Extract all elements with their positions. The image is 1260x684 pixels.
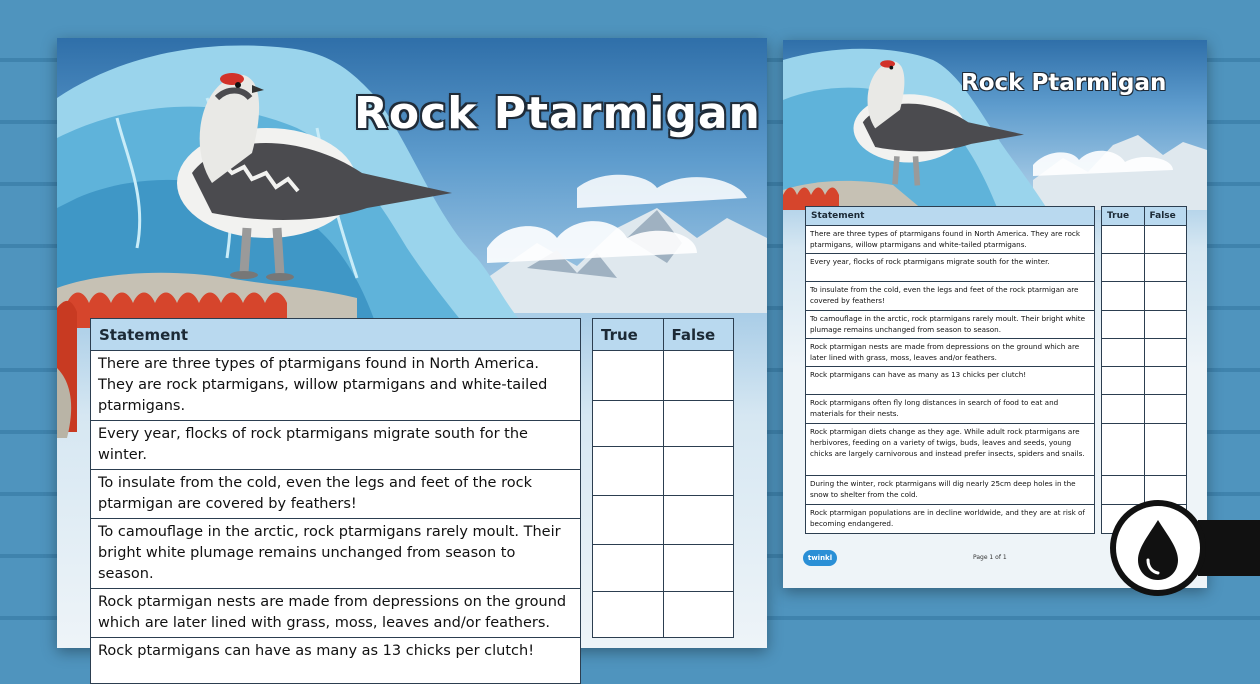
- true-answer-box[interactable]: [1102, 282, 1145, 311]
- true-answer-box[interactable]: [593, 545, 664, 592]
- false-answer-box[interactable]: [663, 592, 734, 638]
- true-answer-box[interactable]: [1102, 367, 1145, 395]
- false-answer-box[interactable]: [1144, 254, 1187, 282]
- statement-cell: Rock ptarmigan nests are made from depressions on the ground which are later lined with grass, moss, leaves and/or feathers.: [806, 339, 1095, 367]
- false-answer-box[interactable]: [663, 496, 734, 545]
- true-answer-box[interactable]: [1102, 339, 1145, 367]
- statement-cell: Rock ptarmigan diets change as they age. While adult rock ptarmigans are herbivores, feeding on a variety of twigs, buds, leaves and seeds, young chicks are largely carnivorous and instead prefer insects, spiders and snails.: [806, 424, 1095, 476]
- true-false-table: [1101, 206, 1187, 534]
- table-row: [806, 282, 1095, 311]
- true-answer-box[interactable]: [593, 496, 664, 545]
- false-header: False: [1144, 207, 1187, 226]
- false-answer-box[interactable]: [1144, 395, 1187, 424]
- table-row: [91, 638, 581, 684]
- table-row: [91, 589, 581, 638]
- table-row: [91, 519, 581, 589]
- false-answer-box[interactable]: [1144, 424, 1187, 476]
- worksheet-title: Rock Ptarmigan: [354, 88, 761, 139]
- worksheet-title: Rock Ptarmigan: [961, 70, 1167, 96]
- true-answer-box[interactable]: [593, 592, 664, 638]
- ink-drop-icon: [1116, 506, 1200, 590]
- statement-cell: Rock ptarmigans can have as many as 13 chicks per clutch!: [806, 367, 1095, 395]
- statement-cell: Rock ptarmigans can have as many as 13 chicks per clutch!: [91, 638, 581, 684]
- true-answer-box[interactable]: [1102, 311, 1145, 339]
- false-answer-box[interactable]: [663, 401, 734, 447]
- false-answer-box[interactable]: [1144, 339, 1187, 367]
- table-row: [91, 470, 581, 519]
- table-row: [806, 254, 1095, 282]
- true-answer-box[interactable]: [593, 447, 664, 496]
- table-row: [806, 505, 1095, 534]
- statement-header: Statement: [91, 319, 581, 351]
- table-row: [806, 395, 1095, 424]
- true-false-table: [592, 318, 734, 638]
- statement-table: [90, 318, 581, 684]
- true-answer-box[interactable]: [593, 401, 664, 447]
- false-answer-box[interactable]: [663, 351, 734, 401]
- statement-cell: Rock ptarmigan populations are in decline worldwide, and they are at risk of becoming endangered.: [806, 505, 1095, 534]
- statement-cell: Rock ptarmigans often fly long distances in search of food to eat and materials for their nests.: [806, 395, 1095, 424]
- true-answer-box[interactable]: [1102, 424, 1145, 476]
- badge-tab: [1198, 520, 1260, 576]
- statement-cell: To insulate from the cold, even the legs and feet of the rock ptarmigan are covered by feathers!: [806, 282, 1095, 311]
- false-answer-box[interactable]: [1144, 282, 1187, 311]
- table-row: [806, 367, 1095, 395]
- table-row: [806, 226, 1095, 254]
- twinkl-logo: twinkl: [803, 550, 837, 566]
- false-answer-box[interactable]: [663, 447, 734, 496]
- statement-cell: To camouflage in the arctic, rock ptarmigans rarely moult. Their bright white plumage remains unchanged from season to season.: [91, 519, 581, 589]
- table-row: [806, 339, 1095, 367]
- false-answer-box[interactable]: [1144, 311, 1187, 339]
- statement-cell: Every year, flocks of rock ptarmigans migrate south for the winter.: [806, 254, 1095, 282]
- statement-cell: Every year, flocks of rock ptarmigans migrate south for the winter.: [91, 421, 581, 470]
- true-answer-box[interactable]: [593, 351, 664, 401]
- statement-cell: Rock ptarmigan nests are made from depressions on the ground which are later lined with grass, moss, leaves and/or feathers.: [91, 589, 581, 638]
- statement-cell: To insulate from the cold, even the legs and feet of the rock ptarmigan are covered by feathers!: [91, 470, 581, 519]
- false-answer-box[interactable]: [1144, 226, 1187, 254]
- statement-cell: To camouflage in the arctic, rock ptarmigans rarely moult. Their bright white plumage remains unchanged from season to season.: [806, 311, 1095, 339]
- table-row: [806, 476, 1095, 505]
- statement-cell: There are three types of ptarmigans found in North America. They are rock ptarmigans, willow ptarmigans and white-tailed ptarmigans.: [91, 351, 581, 421]
- false-answer-box[interactable]: [1144, 367, 1187, 395]
- true-header: True: [593, 319, 664, 351]
- statement-cell: There are three types of ptarmigans found in North America. They are rock ptarmigans, willow ptarmigans and white-tailed ptarmigans.: [806, 226, 1095, 254]
- statement-table: [805, 206, 1095, 534]
- table-row: [806, 424, 1095, 476]
- false-header: False: [663, 319, 734, 351]
- false-answer-box[interactable]: [663, 545, 734, 592]
- table-row: [806, 311, 1095, 339]
- page-number: Page 1 of 1: [973, 554, 1007, 561]
- true-header: True: [1102, 207, 1145, 226]
- table-row: [91, 421, 581, 470]
- table-row: [91, 351, 581, 421]
- true-answer-box[interactable]: [1102, 226, 1145, 254]
- worksheet-page-large: [57, 38, 767, 659]
- statement-header: Statement: [806, 207, 1095, 226]
- ink-badge[interactable]: [1110, 500, 1206, 596]
- true-answer-box[interactable]: [1102, 395, 1145, 424]
- true-answer-box[interactable]: [1102, 476, 1145, 505]
- statement-cell: During the winter, rock ptarmigans will dig nearly 25cm deep holes in the snow to shelter from the cold.: [806, 476, 1095, 505]
- true-answer-box[interactable]: [1102, 254, 1145, 282]
